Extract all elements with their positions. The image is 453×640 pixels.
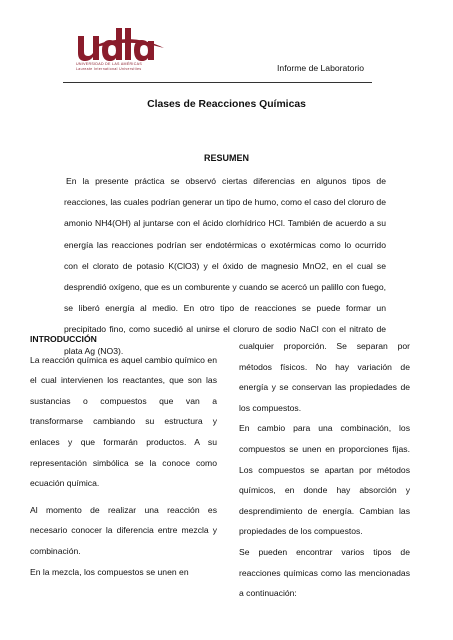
university-network: Laureate International Universities	[76, 67, 142, 71]
university-name: UNIVERSIDAD DE LAS AMÉRICAS	[76, 62, 143, 66]
introduction-heading: INTRODUCCIÓN	[30, 334, 97, 344]
abstract-heading: RESUMEN	[203, 153, 249, 163]
intro-paragraph-2: Al momento de realizar una reacción es necesario conocer la diferencia entre mezcla y combinación.	[30, 504, 217, 556]
intro-paragraph-1: La reacción química es aquel cambio químico en el cual intervienen los reactantes, que son las sustancias o compuestos que van a transformarse cambiando su estructura y enlaces y que formarán productos. A su representación simbólica se la conoce como ecuación química.	[30, 354, 217, 489]
right-paragraph-3: Se pueden encontrar varios tipos de reacciones químicas como las mencionadas a continuación:	[239, 546, 410, 599]
report-label: Informe de Laboratorio	[277, 63, 364, 73]
udla-logo-mark	[76, 26, 166, 62]
right-column	[239, 336, 410, 604]
header-divider	[63, 82, 372, 83]
intro-paragraph-3: En la mezcla, los compuestos se unen en	[30, 566, 189, 577]
document-title: Clases de Reacciones Químicas	[147, 99, 306, 110]
left-column	[30, 329, 217, 582]
right-paragraph-1: cualquier proporción. Se separan por métodos físicos. No hay variación de energía y se conservan las propiedades de los compuestos.	[239, 341, 410, 413]
right-paragraph-2: En cambio para una combinación, los compuestos se unen en proporciones fijas. Los compuestos se apartan por métodos químicos, en donde hay absorción y desprendimiento de energía. Cambian las propiedades de los compuestos.	[239, 423, 410, 537]
abstract-text: En la presente práctica se observó ciertas diferencias en algunos tipos de reacciones, las cuales podrían generar un tipo de humo, como el caso del cloruro de amonio NH4(OH) al juntarse con el ácido clorhídrico HCl. También de acuerdo a su energía las reacciones podrían ser endotérmicas o exotérmicas como lo ocurrido con el clorato de potasio K(ClO3) y el óxido de magnesio MnO2, en el cual se desprendió oxígeno, que es un comburente y cuando se acercó un palillo con fuego, se liberó energía al medio. En otro tipo de reacciones se puede formar un precipitado fino, como sucedió al unirse el cloruro de sodio NaCl con el nitrato de plata Ag (NO3).	[64, 176, 386, 356]
